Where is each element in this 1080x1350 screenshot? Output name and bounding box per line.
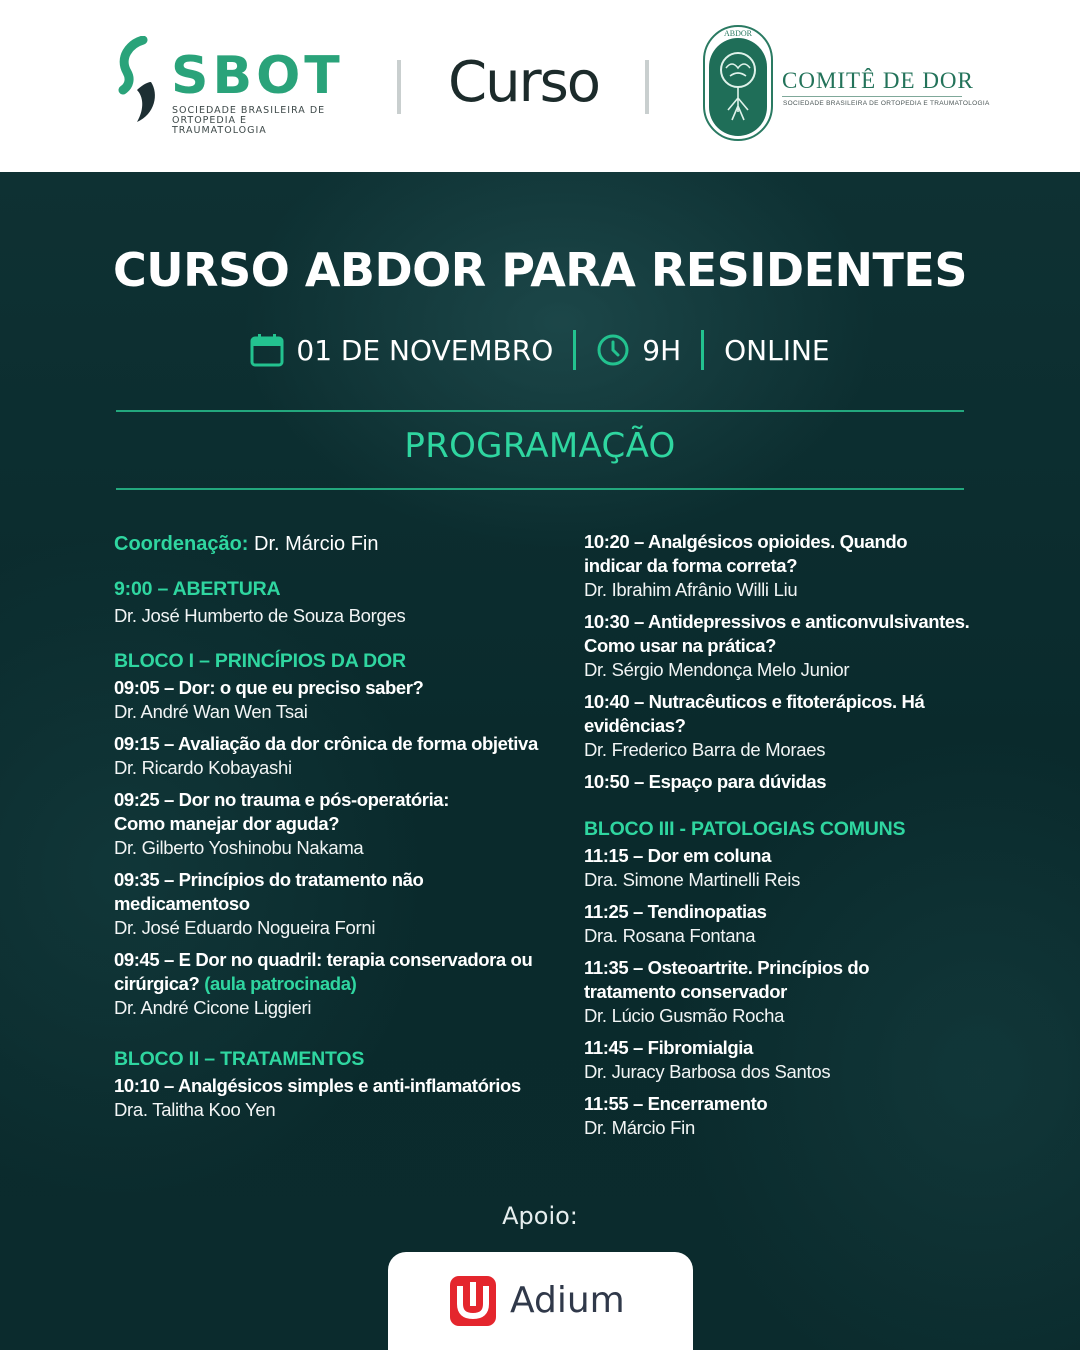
divider-bottom	[116, 488, 964, 490]
session-title: 09:05 – Dor: o que eu preciso saber?	[114, 677, 424, 698]
adium-logo-icon	[450, 1276, 496, 1326]
sbot-mark-icon	[115, 36, 163, 126]
main-panel	[0, 172, 1080, 1350]
program-column-right	[584, 530, 1004, 1148]
session-title	[114, 948, 534, 996]
list-item	[584, 956, 1004, 1028]
header-divider	[397, 60, 401, 114]
event-date	[250, 333, 553, 367]
support-label: Apoio:	[502, 1202, 578, 1230]
session-title: 10:30 – Antidepressivos e anticonvulsivantes. Como usar na prática?	[584, 611, 970, 656]
list-item	[114, 788, 564, 860]
comite-de-dor-logo	[702, 24, 990, 144]
session-speaker: Dr. Ricardo Kobayashi	[114, 757, 292, 778]
curso-label: Curso	[448, 50, 600, 115]
divider-top	[116, 410, 964, 412]
info-divider	[573, 330, 576, 370]
event-title: CURSO ABDOR PARA RESIDENTES	[113, 243, 967, 297]
list-item	[584, 1092, 1004, 1140]
event-date-text: 01 DE NOVEMBRO	[296, 333, 554, 367]
sbot-name: SBOT	[171, 46, 344, 106]
tree-badge-icon	[702, 24, 774, 142]
program-column-left	[114, 530, 564, 1130]
bloco2-title: BLOCO II – TRATAMENTOS	[114, 1048, 365, 1070]
session-title-text: 09:45 – E Dor no quadril: terapia conservadora ou cirúrgica?	[114, 949, 533, 994]
session-title: 11:55 – Encerramento	[584, 1093, 768, 1114]
calendar-icon	[250, 333, 284, 367]
sbot-subtitle: SOCIEDADE BRASILEIRA DE ORTOPEDIA E TRAUMATOLOGIA	[172, 105, 326, 136]
bloco3-title: BLOCO III - PATOLOGIAS COMUNS	[584, 818, 906, 840]
info-divider	[701, 330, 704, 370]
session-speaker: Dr. Frederico Barra de Moraes	[584, 739, 826, 760]
sbot-logo	[115, 36, 345, 136]
list-item	[114, 868, 564, 940]
badge-text: ABDOR	[723, 29, 753, 38]
list-item	[114, 732, 564, 780]
list-item	[584, 530, 1004, 602]
bloco1-title: BLOCO I – PRINCÍPIOS DA DOR	[114, 650, 406, 672]
session-speaker: Dr. Juracy Barbosa dos Santos	[584, 1061, 831, 1082]
list-item	[584, 770, 1004, 794]
session-speaker: Dra. Simone Martinelli Reis	[584, 869, 801, 890]
comite-rule	[782, 96, 962, 97]
event-mode	[724, 334, 829, 367]
program-heading: PROGRAMAÇÃO	[404, 426, 676, 466]
sponsor-name: Adium	[510, 1280, 625, 1321]
session-title: 11:45 – Fibromialgia	[584, 1037, 753, 1058]
header-divider	[645, 60, 649, 114]
coordination-line	[114, 530, 564, 558]
coordination-label: Coordenação:	[114, 533, 249, 555]
list-item	[114, 1074, 564, 1122]
opening-title: 9:00 – ABERTURA	[114, 578, 281, 600]
list-item	[584, 690, 1004, 762]
sponsor-card	[388, 1252, 693, 1350]
event-time-text: 9H	[642, 333, 682, 367]
list-item	[114, 676, 564, 724]
event-mode-text: ONLINE	[724, 333, 830, 367]
session-speaker: Dr. Sérgio Mendonça Melo Junior	[584, 659, 850, 680]
session-speaker: Dr. André Cicone Liggieri	[114, 997, 312, 1018]
session-speaker: Dr. Lúcio Gusmão Rocha	[584, 1005, 785, 1026]
session-title: 11:35 – Osteoartrite. Princípios do tratamento conservador	[584, 957, 870, 1002]
session-title: 10:40 – Nutracêuticos e fitoterápicos. Há evidências?	[584, 691, 925, 736]
session-title: 09:25 – Dor no trauma e pós-operatória: Como manejar dor aguda?	[114, 789, 449, 834]
comite-subtitle: SOCIEDADE BRASILEIRA DE ORTOPEDIA E TRAUMATOLOGIA	[783, 100, 990, 107]
session-speaker: Dr. Gilberto Yoshinobu Nakama	[114, 837, 364, 858]
event-time	[596, 333, 681, 367]
list-item	[114, 948, 564, 1020]
session-title: 10:50 – Espaço para dúvidas	[584, 771, 827, 792]
list-item	[584, 1036, 1004, 1084]
session-title: 09:35 – Princípios do tratamento não medicamentoso	[114, 869, 424, 914]
session-title: 11:25 – Tendinopatias	[584, 901, 767, 922]
session-title: 10:20 – Analgésicos opioides. Quando indicar da forma correta?	[584, 531, 908, 576]
session-speaker: Dra. Talitha Koo Yen	[114, 1099, 276, 1120]
opening-speaker: Dr. José Humberto de Souza Borges	[114, 605, 406, 626]
event-info-row	[0, 328, 1080, 372]
comite-title: COMITÊ DE DOR	[782, 68, 974, 93]
sponsored-tag: (aula patrocinada)	[204, 973, 357, 994]
session-title: 11:15 – Dor em coluna	[584, 845, 771, 866]
session-title: 09:15 – Avaliação da dor crônica de forma objetiva	[114, 733, 538, 754]
session-speaker: Dr. Ibrahim Afrânio Willi Liu	[584, 579, 798, 600]
clock-icon	[596, 333, 630, 367]
session-speaker: Dr. André Wan Wen Tsai	[114, 701, 308, 722]
session-title: 10:10 – Analgésicos simples e anti-inflamatórios	[114, 1075, 521, 1096]
session-speaker: Dra. Rosana Fontana	[584, 925, 756, 946]
list-item	[584, 900, 1004, 948]
coordination-name: Dr. Márcio Fin	[254, 533, 379, 555]
session-speaker: Dr. Márcio Fin	[584, 1117, 695, 1138]
session-speaker: Dr. José Eduardo Nogueira Forni	[114, 917, 376, 938]
list-item	[584, 610, 1004, 682]
header-bar	[0, 0, 1080, 172]
list-item	[584, 844, 1004, 892]
